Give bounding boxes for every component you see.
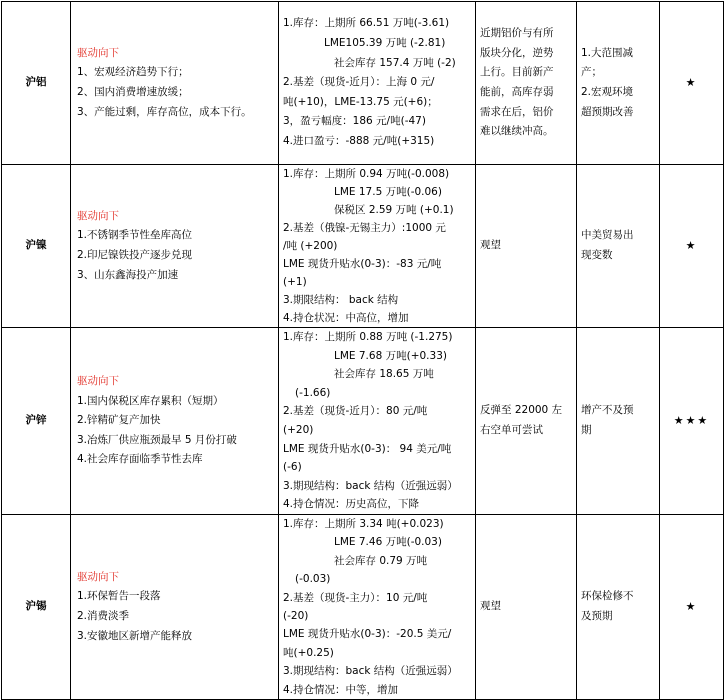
- view-cell: [476, 2, 577, 165]
- fundamental-line: /吨 (+200): [283, 240, 338, 252]
- fundamental-line: 社会库存 18.65 万吨: [334, 368, 434, 381]
- driver-item: 2.印尼镍铁投产逐步兑现: [77, 249, 193, 261]
- risk-line: 增产不及预: [581, 404, 634, 417]
- fundamental-line: 1.库存：上期所 66.51 万吨(-3.61): [283, 17, 450, 30]
- commodity-name: 沪锡: [2, 515, 71, 700]
- driver-item: 1.环保暂告一段落: [77, 590, 161, 603]
- fundamental-line: 3.期现结构：back 结构（近强远弱）: [283, 665, 458, 678]
- driver-item: 3、山东鑫海投产加速: [77, 268, 179, 281]
- fundamental-line: 社会库存 0.79 万吨: [334, 554, 428, 567]
- risk-line: 现变数: [581, 249, 613, 261]
- driver-item: 1、宏观经济趋势下行；: [77, 66, 189, 79]
- table-row: [2, 328, 724, 515]
- view-cell: [476, 328, 577, 515]
- risk-line: 2.宏观环境: [581, 86, 634, 98]
- risk-line: 超预期改善: [581, 105, 634, 118]
- driver-item: 2.锌精矿复产加快: [77, 414, 161, 427]
- driver-title: 驱动向下: [77, 375, 119, 388]
- view-line: 能前，高库存弱: [480, 86, 554, 98]
- driver-cell: [71, 2, 279, 165]
- rating-stars: ★: [660, 165, 724, 328]
- risk-cell: [577, 2, 660, 165]
- driver-item: 3.冶炼厂供应瓶颈最早 5 月份打破: [77, 433, 237, 446]
- fundamental-line: 1.库存：上期所 3.34 吨(+0.023): [283, 518, 444, 530]
- fundamental-line: LME 7.68 万吨(+0.33): [334, 349, 447, 362]
- risk-cell: [577, 328, 660, 515]
- driver-item: 3、产能过剩，库存高位，成本下行。: [77, 105, 252, 118]
- fundamental-line: 4.持仓状况：中高位，增加: [283, 312, 409, 324]
- driver-item: 2.消费淡季: [77, 610, 130, 623]
- fundamental-line: LME 17.5 万吨(-0.06): [334, 186, 442, 198]
- commodity-name: 沪铝: [2, 2, 71, 165]
- fundamental-line: LME 7.46 万吨(-0.03): [334, 536, 442, 549]
- fundamental-line: (-6): [283, 461, 302, 474]
- fundamental-line: 2.基差（现货-近月）：上海 0 元/: [283, 76, 435, 89]
- fundamentals-cell: [279, 515, 476, 700]
- fundamentals-cell: [279, 328, 476, 515]
- driver-cell: [71, 165, 279, 328]
- driver-item: 4.社会库存面临季节性去库: [77, 453, 203, 466]
- table-row: [2, 515, 724, 700]
- view-line: 需求在后，铝价: [480, 105, 554, 118]
- fundamentals-cell: [279, 165, 476, 328]
- fundamental-line: (-20): [283, 610, 309, 623]
- rating-stars: ★★★: [660, 328, 724, 515]
- fundamental-line: (+1): [283, 276, 307, 288]
- driver-cell: [71, 328, 279, 515]
- fundamental-line: 1.库存：上期所 0.94 万吨(-0.008): [283, 168, 450, 180]
- fundamental-line: LME 现货升贴水(0-3)：-20.5 美元/: [283, 628, 452, 641]
- fundamental-line: 2.基差（现货-主力）：10 元/吨: [283, 591, 428, 604]
- fundamental-line: 1.库存：上期所 0.88 万吨 (-1.275): [283, 331, 453, 344]
- fundamental-line: LME 现货升贴水(0-3)： 94 美元/吨: [283, 442, 452, 455]
- risk-line: 环保检修不: [581, 590, 634, 603]
- fundamental-line: 3.期现结构：back 结构（近强远弱）: [283, 479, 458, 492]
- rating-stars: ★: [660, 515, 724, 700]
- driver-item: 2、国内消费增速放缓；: [77, 86, 189, 98]
- driver-title: 驱动向下: [77, 46, 119, 59]
- view-cell: [476, 515, 577, 700]
- risk-line: 1.大范围减: [581, 46, 634, 59]
- view-line: 反弹至 22000 左: [480, 404, 563, 417]
- view-cell: [476, 165, 577, 328]
- risk-cell: [577, 165, 660, 328]
- view-line: 观望: [480, 600, 501, 613]
- table-row: [2, 165, 724, 328]
- commodity-name: 沪镍: [2, 165, 71, 328]
- view-line: 右空单可尝试: [480, 424, 543, 436]
- fundamental-line: (+20): [283, 424, 314, 436]
- view-line: 版块分化，逆势: [480, 46, 554, 59]
- view-line: 观望: [480, 239, 501, 252]
- fundamental-line: 吨(+10)，LME-13.75 元(+6)；: [283, 95, 438, 108]
- driver-cell: [71, 515, 279, 700]
- risk-line: 产；: [581, 66, 602, 79]
- fundamental-line: 吨(+0.25): [283, 646, 334, 659]
- fundamental-line: 4.持仓情况：历史高位，下降: [283, 498, 420, 511]
- driver-item: 1.不锈钢季节性垒库高位: [77, 229, 193, 242]
- fundamental-line: 4.持仓情况：中等，增加: [283, 683, 399, 696]
- driver-title: 驱动向下: [77, 570, 119, 583]
- driver-title: 驱动向下: [77, 209, 119, 222]
- driver-item: 1.国内保税区库存累积（短期）: [77, 394, 224, 407]
- fundamental-line: (-0.03): [295, 573, 331, 586]
- commodity-table: [1, 1, 724, 700]
- driver-item: 3.安徽地区新增产能释放: [77, 629, 193, 642]
- view-line: 上行。目前新产: [480, 66, 554, 79]
- risk-line: 及预期: [581, 610, 613, 623]
- fundamentals-cell: [279, 2, 476, 165]
- risk-line: 中美贸易出: [581, 229, 634, 242]
- fundamental-line: 保税区 2.59 万吨 (+0.1): [334, 204, 454, 216]
- fundamental-line: (-1.66): [295, 386, 331, 399]
- fundamental-line: 3.期限结构： back 结构: [283, 294, 399, 306]
- fundamental-line: 2.基差（俄镍-无锡主力）:1000 元: [283, 222, 446, 234]
- table-row: [2, 2, 724, 165]
- fundamental-line: 2.基差（现货-近月）：80 元/吨: [283, 405, 428, 418]
- rating-stars: ★: [660, 2, 724, 165]
- risk-cell: [577, 515, 660, 700]
- view-line: 近期铝价与有所: [480, 27, 554, 40]
- fundamental-line: LME105.39 万吨 (-2.81): [324, 37, 446, 50]
- fundamental-line: LME 现货升贴水(0-3)：-83 元/吨: [283, 258, 442, 270]
- fundamental-line: 4.进口盈亏：-888 元/吨(+315): [283, 134, 435, 147]
- fundamental-line: 社会库存 157.4 万吨 (-2): [334, 56, 456, 69]
- fundamental-line: 3，盈亏幅度：186 元/吨(-47): [283, 115, 426, 128]
- view-line: 难以继续冲高。: [480, 125, 554, 138]
- commodity-name: 沪锌: [2, 328, 71, 515]
- risk-line: 期: [581, 424, 592, 436]
